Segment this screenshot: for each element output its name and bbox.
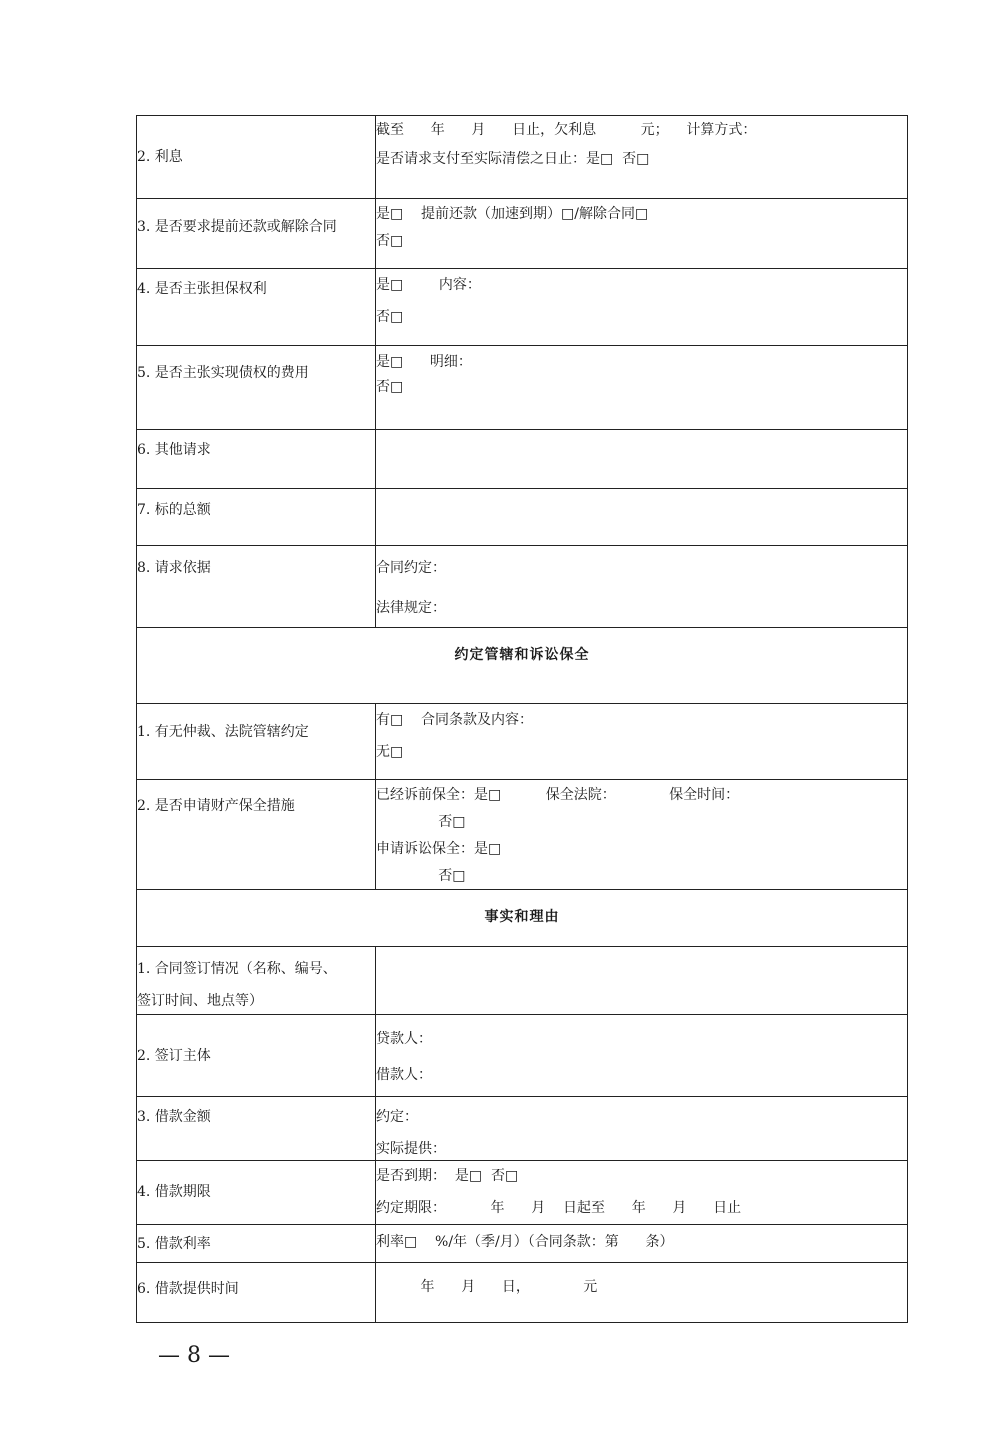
rate-line: 利率□ %/年（季/月）（合同条款：第 条） xyxy=(376,1234,674,1250)
row-label: 6. 借款提供时间 xyxy=(137,1281,239,1297)
early-repayment-line-1: 是□ 提前还款（加速到期）□/解除合同□ xyxy=(376,206,649,222)
row-label: 1. 有无仲裁、法院管辖约定 xyxy=(137,724,309,740)
row-label: 7. 标的总额 xyxy=(137,502,211,518)
row-label: 2. 签订主体 xyxy=(137,1048,211,1064)
row-label: 2. 是否申请财产保全措施 xyxy=(137,798,295,814)
term-line-1: 是否到期： 是□ 否□ xyxy=(376,1168,519,1184)
date-line: 年 月 日， 元 xyxy=(376,1279,598,1295)
amount-line-1: 约定： xyxy=(376,1109,418,1125)
row-costs xyxy=(137,346,908,430)
row-label: 4. 是否主张担保权利 xyxy=(137,281,267,297)
guarantee-line-2: 否□ xyxy=(376,309,404,325)
value-cell xyxy=(376,947,908,1015)
label-cell xyxy=(137,1263,376,1323)
value-cell xyxy=(376,1225,908,1263)
row-label-line-1: 1. 合同签订情况（名称、编号、 xyxy=(137,961,337,977)
label-cell xyxy=(137,546,376,628)
label-cell xyxy=(137,1161,376,1225)
row-total-amount xyxy=(137,489,908,546)
value-cell xyxy=(376,704,908,780)
value-cell xyxy=(376,1263,908,1323)
row-arbitration xyxy=(137,704,908,780)
row-guarantee xyxy=(137,269,908,346)
basis-line-1: 合同约定： xyxy=(376,560,446,576)
basis-line-2: 法律规定： xyxy=(376,600,446,616)
row-loan-term xyxy=(137,1161,908,1225)
preservation-line-3: 申请诉讼保全：是□ xyxy=(376,841,502,857)
row-label: 8. 请求依据 xyxy=(137,560,211,576)
row-label: 5. 是否主张实现债权的费用 xyxy=(137,365,309,381)
label-cell xyxy=(137,269,376,346)
row-early-repayment xyxy=(137,199,908,269)
early-repayment-line-2: 否□ xyxy=(376,233,404,249)
row-loan-date xyxy=(137,1263,908,1323)
row-heading-facts xyxy=(137,890,908,947)
row-interest xyxy=(137,116,908,199)
row-label: 3. 是否要求提前还款或解除合同 xyxy=(137,219,337,235)
section-heading-cell xyxy=(137,628,908,704)
label-cell xyxy=(137,1015,376,1097)
preservation-line-1: 已经诉前保全：是□ 保全法院： 保全时间： xyxy=(376,787,740,803)
borrower-line: 借款人： xyxy=(376,1067,432,1083)
interest-line-2: 是否请求支付至实际清偿之日止：是□ 否□ xyxy=(376,151,650,167)
arbitration-line-2: 无□ xyxy=(376,744,404,760)
row-preservation xyxy=(137,780,908,890)
label-cell xyxy=(137,346,376,430)
row-label: 4. 借款期限 xyxy=(137,1184,211,1200)
value-cell xyxy=(376,199,908,269)
label-cell xyxy=(137,947,376,1015)
lender-line: 贷款人： xyxy=(376,1031,432,1047)
value-cell xyxy=(376,1097,908,1161)
preservation-line-2: 否□ xyxy=(376,814,466,830)
label-cell xyxy=(137,1097,376,1161)
row-label: 3. 借款金额 xyxy=(137,1109,211,1125)
costs-line-1: 是□ 明细： xyxy=(376,354,472,370)
value-cell xyxy=(376,116,908,199)
row-loan-amount xyxy=(137,1097,908,1161)
section-heading: 事实和理由 xyxy=(484,909,560,925)
value-cell xyxy=(376,346,908,430)
amount-line-2: 实际提供： xyxy=(376,1141,446,1157)
value-cell xyxy=(376,269,908,346)
row-contract xyxy=(137,947,908,1015)
costs-line-2: 否□ xyxy=(376,379,404,395)
arbitration-line-1: 有□ 合同条款及内容： xyxy=(376,712,534,728)
page-number: — 8 — xyxy=(158,1343,230,1368)
section-heading-cell xyxy=(137,890,908,947)
row-claim-basis xyxy=(137,546,908,628)
row-heading-jurisdiction xyxy=(137,628,908,704)
section-heading: 约定管辖和诉讼保全 xyxy=(454,647,590,663)
row-label: 6. 其他请求 xyxy=(137,442,211,458)
row-loan-rate xyxy=(137,1225,908,1263)
complaint-form-table xyxy=(136,115,908,1323)
label-cell xyxy=(137,704,376,780)
value-cell xyxy=(376,780,908,890)
row-label: 5. 借款利率 xyxy=(137,1236,211,1252)
row-label: 2. 利息 xyxy=(137,149,183,165)
label-cell xyxy=(137,199,376,269)
row-parties xyxy=(137,1015,908,1097)
value-cell xyxy=(376,489,908,546)
value-cell xyxy=(376,1015,908,1097)
value-cell xyxy=(376,430,908,489)
term-line-2: 约定期限： 年 月 日起至 年 月 日止 xyxy=(376,1200,742,1216)
label-cell xyxy=(137,116,376,199)
label-cell xyxy=(137,1225,376,1263)
row-other-claims xyxy=(137,430,908,489)
label-cell xyxy=(137,489,376,546)
value-cell xyxy=(376,1161,908,1225)
guarantee-line-1: 是□ 内容： xyxy=(376,277,481,293)
row-label-line-2: 签订时间、地点等） xyxy=(137,993,263,1009)
label-cell xyxy=(137,780,376,890)
value-cell xyxy=(376,546,908,628)
label-cell xyxy=(137,430,376,489)
preservation-line-4: 否□ xyxy=(376,868,466,884)
interest-line-1: 截至 年 月 日止，欠利息 元； 计算方式： xyxy=(376,122,757,138)
